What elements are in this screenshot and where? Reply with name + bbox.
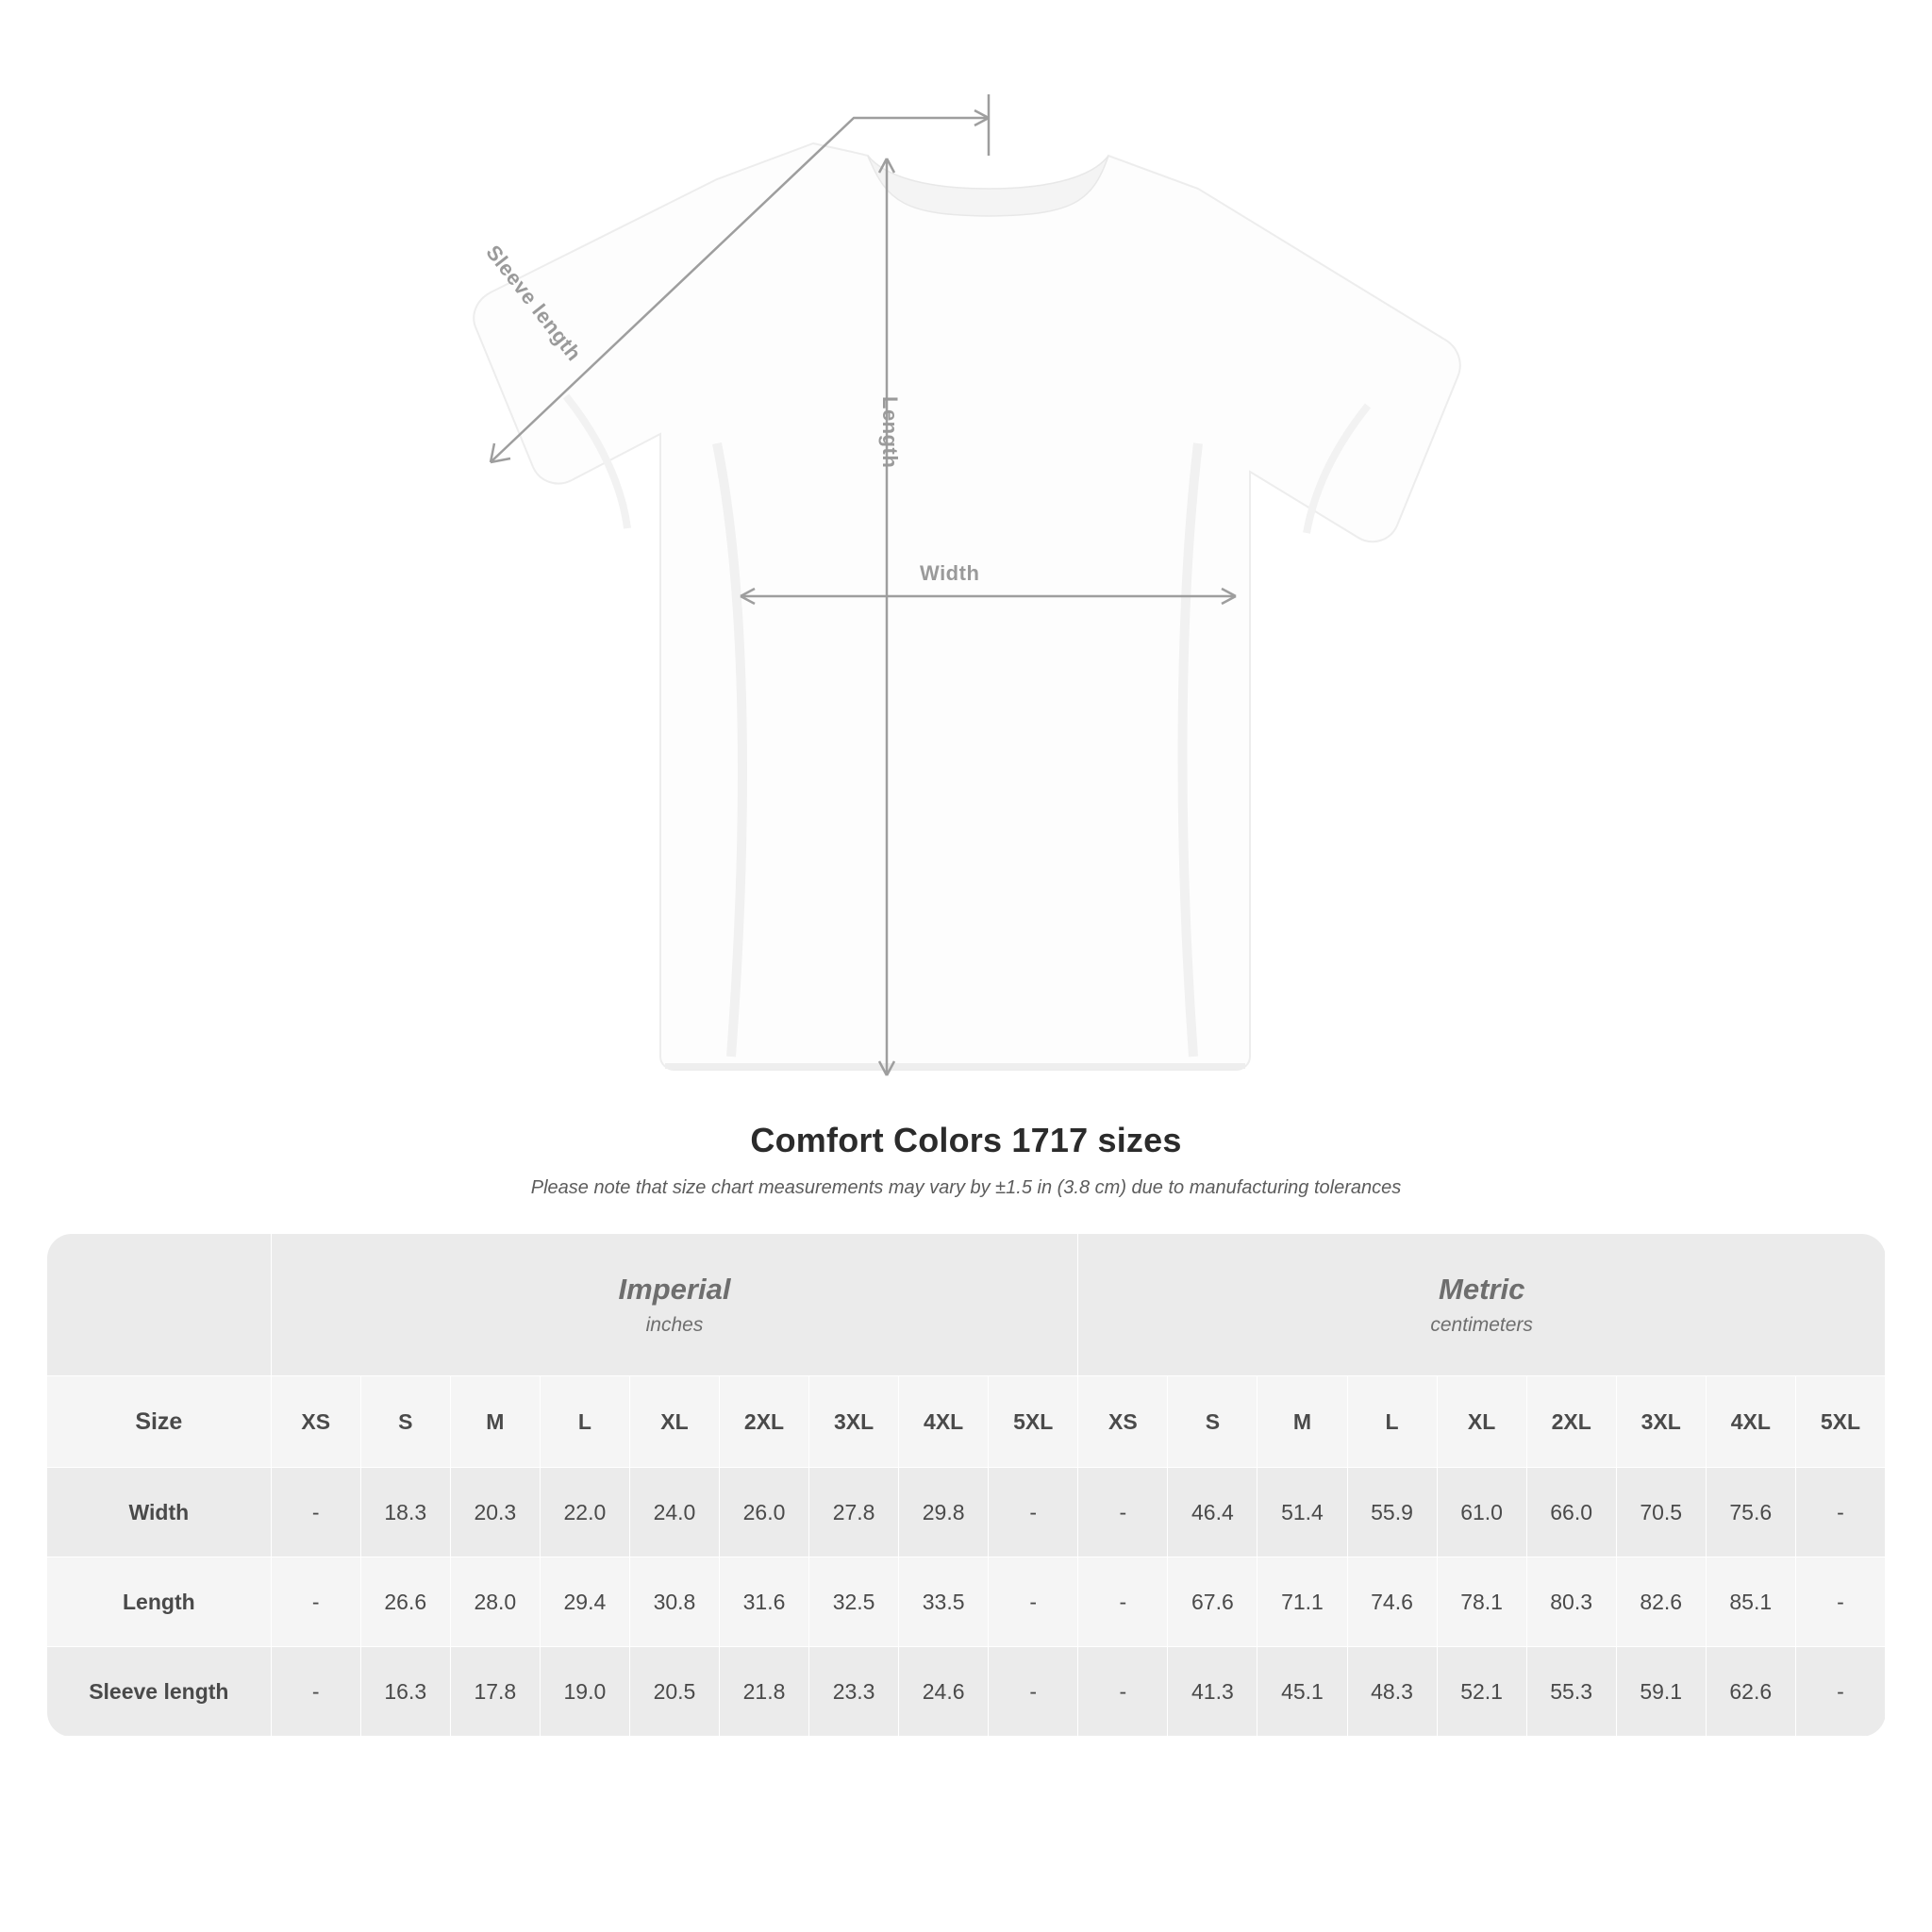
cell-sleeve-metric-4xl: 62.6: [1706, 1647, 1795, 1737]
cell-sleeve-metric-l: 48.3: [1347, 1647, 1437, 1737]
size-header-metric-s: S: [1168, 1376, 1257, 1468]
size-header-metric-xs: XS: [1078, 1376, 1168, 1468]
cell-sleeve-imperial-m: 17.8: [450, 1647, 540, 1737]
cell-width-metric-xl: 61.0: [1437, 1468, 1526, 1557]
cell-width-metric-3xl: 70.5: [1616, 1468, 1706, 1557]
cell-width-metric-5xl: -: [1795, 1468, 1885, 1557]
cell-width-imperial-2xl: 26.0: [719, 1468, 808, 1557]
size-header-metric-4xl: 4XL: [1706, 1376, 1795, 1468]
table-row: [47, 1557, 1886, 1647]
unit-header-metric: [1078, 1234, 1886, 1376]
cell-length-imperial-m: 28.0: [450, 1557, 540, 1647]
cell-width-imperial-m: 20.3: [450, 1468, 540, 1557]
title-block: [0, 1121, 1932, 1199]
sleeve-length-dimension-label: Sleeve length: [481, 241, 587, 366]
size-header-metric-xl: XL: [1437, 1376, 1526, 1468]
cell-length-metric-m: 71.1: [1257, 1557, 1347, 1647]
cell-length-metric-5xl: -: [1795, 1557, 1885, 1647]
tshirt-shape: [474, 143, 1459, 1070]
size-header-imperial-4xl: 4XL: [899, 1376, 989, 1468]
cell-length-metric-3xl: 82.6: [1616, 1557, 1706, 1647]
size-header-imperial-l: L: [540, 1376, 629, 1468]
cell-width-imperial-xs: -: [271, 1468, 360, 1557]
size-header-metric-l: L: [1347, 1376, 1437, 1468]
row-label-width: Width: [47, 1468, 272, 1557]
cell-sleeve-metric-3xl: 59.1: [1616, 1647, 1706, 1737]
page-title: Comfort Colors 1717 sizes: [750, 1121, 1182, 1159]
size-header-imperial-3xl: 3XL: [809, 1376, 899, 1468]
row-label-length: Length: [47, 1557, 272, 1647]
table-row: [47, 1647, 1886, 1737]
cell-length-imperial-2xl: 31.6: [719, 1557, 808, 1647]
size-header-imperial-5xl: 5XL: [989, 1376, 1078, 1468]
table-row: [47, 1468, 1886, 1557]
cell-width-imperial-3xl: 27.8: [809, 1468, 899, 1557]
cell-sleeve-metric-5xl: -: [1795, 1647, 1885, 1737]
unit-header-imperial: [271, 1234, 1078, 1376]
cell-sleeve-imperial-xs: -: [271, 1647, 360, 1737]
cell-width-imperial-l: 22.0: [540, 1468, 629, 1557]
width-dimension-label: Width: [920, 561, 980, 585]
cell-width-metric-s: 46.4: [1168, 1468, 1257, 1557]
cell-length-imperial-4xl: 33.5: [899, 1557, 989, 1647]
cell-length-metric-xl: 78.1: [1437, 1557, 1526, 1647]
cell-length-imperial-xs: -: [271, 1557, 360, 1647]
cell-length-imperial-3xl: 32.5: [809, 1557, 899, 1647]
cell-sleeve-imperial-s: 16.3: [360, 1647, 450, 1737]
cell-sleeve-metric-2xl: 55.3: [1526, 1647, 1616, 1737]
size-header-imperial-m: M: [450, 1376, 540, 1468]
cell-width-metric-4xl: 75.6: [1706, 1468, 1795, 1557]
size-header-metric-m: M: [1257, 1376, 1347, 1468]
size-header-metric-5xl: 5XL: [1795, 1376, 1885, 1468]
size-header-metric-2xl: 2XL: [1526, 1376, 1616, 1468]
cell-sleeve-metric-xl: 52.1: [1437, 1647, 1526, 1737]
cell-width-metric-m: 51.4: [1257, 1468, 1347, 1557]
cell-width-imperial-s: 18.3: [360, 1468, 450, 1557]
size-header-imperial-xs: XS: [271, 1376, 360, 1468]
cell-width-imperial-xl: 24.0: [629, 1468, 719, 1557]
cell-sleeve-imperial-4xl: 24.6: [899, 1647, 989, 1737]
size-header-imperial-2xl: 2XL: [719, 1376, 808, 1468]
cell-sleeve-imperial-2xl: 21.8: [719, 1647, 808, 1737]
unit-sub-metric: centimeters: [1430, 1314, 1533, 1336]
unit-name-imperial: Imperial: [618, 1273, 731, 1306]
tolerance-note: Please note that size chart measurements may vary by ±1.5 in (3.8 cm) due to manufacturing tolerances: [530, 1177, 1402, 1198]
size-header-row: [47, 1376, 1886, 1468]
cell-sleeve-imperial-5xl: -: [989, 1647, 1078, 1737]
unit-sub-imperial: inches: [645, 1314, 704, 1336]
cell-width-metric-2xl: 66.0: [1526, 1468, 1616, 1557]
cell-length-metric-4xl: 85.1: [1706, 1557, 1795, 1647]
cell-sleeve-imperial-3xl: 23.3: [809, 1647, 899, 1737]
cell-sleeve-metric-m: 45.1: [1257, 1647, 1347, 1737]
cell-length-imperial-5xl: -: [989, 1557, 1078, 1647]
cell-width-imperial-4xl: 29.8: [899, 1468, 989, 1557]
cell-length-metric-l: 74.6: [1347, 1557, 1437, 1647]
cell-sleeve-metric-xs: -: [1078, 1647, 1168, 1737]
size-header-imperial-xl: XL: [629, 1376, 719, 1468]
cell-width-metric-l: 55.9: [1347, 1468, 1437, 1557]
size-header-metric-3xl: 3XL: [1616, 1376, 1706, 1468]
size-chart-table: [46, 1233, 1886, 1737]
cell-sleeve-imperial-xl: 20.5: [629, 1647, 719, 1737]
cell-length-imperial-l: 29.4: [540, 1557, 629, 1647]
cell-sleeve-imperial-l: 19.0: [540, 1647, 629, 1737]
row-label-sleeve-length: Sleeve length: [47, 1647, 272, 1737]
unit-name-metric: Metric: [1439, 1273, 1525, 1306]
cell-length-metric-xs: -: [1078, 1557, 1168, 1647]
size-table-container: [46, 1233, 1886, 1737]
table-corner-cell: [47, 1234, 272, 1376]
cell-length-imperial-xl: 30.8: [629, 1557, 719, 1647]
size-header-imperial-s: S: [360, 1376, 450, 1468]
cell-width-metric-xs: -: [1078, 1468, 1168, 1557]
cell-width-imperial-5xl: -: [989, 1468, 1078, 1557]
cell-sleeve-metric-s: 41.3: [1168, 1647, 1257, 1737]
unit-header-row: [47, 1234, 1886, 1376]
length-dimension-label: Length: [878, 396, 902, 469]
cell-length-imperial-s: 26.6: [360, 1557, 450, 1647]
cell-length-metric-s: 67.6: [1168, 1557, 1257, 1647]
cell-length-metric-2xl: 80.3: [1526, 1557, 1616, 1647]
size-header-label: Size: [47, 1376, 272, 1468]
